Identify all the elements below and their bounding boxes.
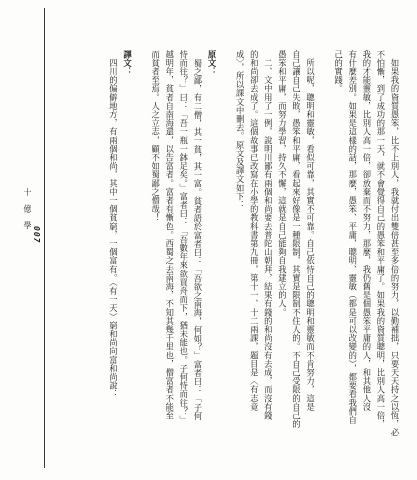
text-column: 越明年，貧者自南海還，以告富者。富者有慚色。西蜀之去南海，不知其幾千里也，僧富者不能至	[164, 50, 175, 420]
text-column: 愚笨和平庸，而努力學習，持久不懈，這就是自己能夠自我建立的人。	[277, 50, 288, 317]
text-column: 蜀之鄙，有二僧，其一貧，其一富。貧者語於富者曰：「吾欲之南海，何如？」富者曰：「子何	[192, 59, 203, 421]
text-column: 如果我的資質愚笨，比不上別人，我就付出雙倍甚至多倍的努力，以勤補拙，只要天天持之以恆，必	[390, 50, 400, 437]
section-heading: 譯文：	[122, 50, 133, 76]
text-column: 所以呢，聰明和靈敏，看似可靠，其實不可靠。自己依恃自己的聰明和靈敏而不肯努力，這是	[305, 50, 316, 412]
text-column: 四川的偏僻地方，有兩個和尚，其中一個貧窮，一個富有。（有一天）窮和尚向富和尚說：	[108, 50, 119, 399]
text-column: 恃而往？」曰：「吾一瓶一鉢足矣。」富者曰：「吾數年來欲買舟而下，猶未能也。子何恃而往？」	[178, 50, 189, 425]
text-column: 而貧者至焉。人之立志，顧不如蜀鄙之僧哉！	[150, 50, 161, 222]
body-text	[51, 50, 401, 470]
running-title: 十 億 學	[23, 188, 32, 233]
text-column: 二、文中用了一例，說明川鄙有兩個和尚要去普陀山朝拜，結果有錢的和尚沒有去成，而沒有錢	[263, 50, 274, 420]
text-column: 的和尚卻去成了。這個故事已改寫在小學的教科書第九冊，第十一、十二兩課，題目是〈有志竟	[249, 50, 260, 412]
text-column: 我的才能靈敏，比別人高一倍，卻放棄而不努力，那麼，我仍舊是個愚笨平庸的人，和其他人沒	[361, 50, 372, 412]
section-heading: 原文：	[206, 50, 217, 76]
text-column: 己的實踐。	[333, 50, 344, 93]
text-column: 不怕慚，到了成功的那一天，就不會覺得自己的愚笨和平庸了。如果我的資質聰明，比別人高一倍，	[375, 50, 386, 429]
text-column: 自己讓自己失敗，愚笨和平庸，看起來好像是一種限制，其實是限制不住人的。不自己受限的自己的	[291, 50, 302, 429]
margin-rule	[44, 8, 45, 468]
text-column: 成〉，所以課文中刪去。原文及譯文如下：	[235, 50, 246, 210]
page-number: 007	[32, 226, 41, 244]
text-column: 有什麼差別。如果是這樣的話，那麼，愚笨、平庸，聰明、靈敏（都是可以改變的），都要看我們自	[347, 50, 358, 425]
